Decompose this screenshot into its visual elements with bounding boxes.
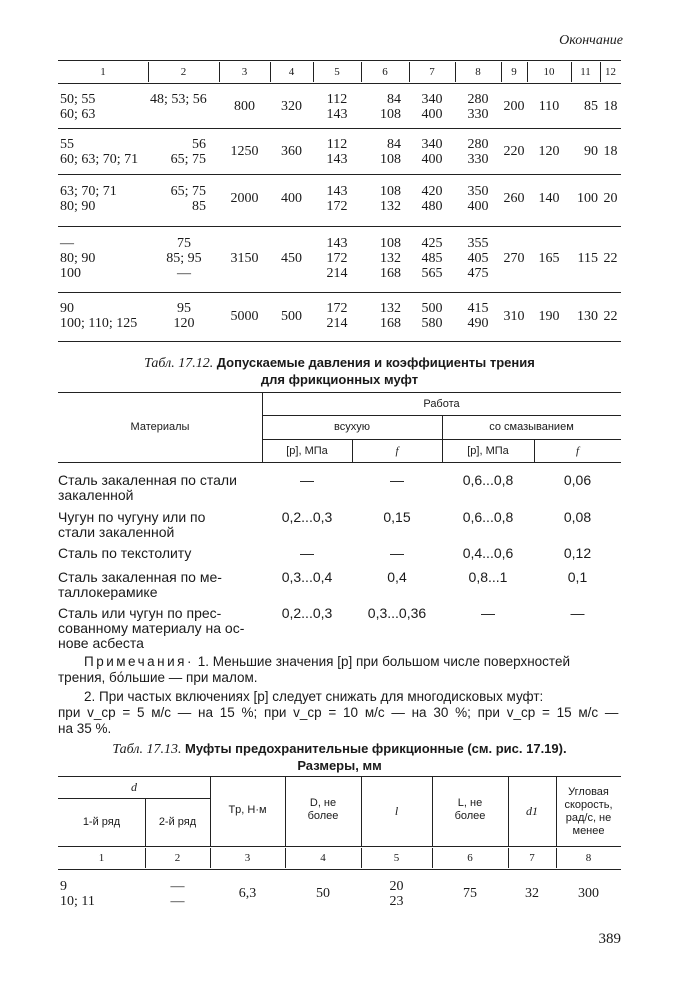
- cell-lub-p: —: [481, 605, 495, 621]
- cell-dry-f: 0,15: [383, 509, 411, 525]
- cell-dry-f: —: [390, 472, 404, 488]
- table1-header-col: 3: [241, 66, 248, 78]
- table2-header-rule: [58, 462, 621, 463]
- cell-col7: 420 480: [421, 184, 443, 214]
- table2-header-dry: всухую: [334, 421, 370, 433]
- cell-dry-p: 0,3...0,4: [281, 569, 333, 585]
- cell-col7: 425 485 565: [421, 236, 443, 281]
- cell-col12: 22: [603, 251, 618, 266]
- table3-header-d1: d1: [526, 804, 538, 818]
- note1: [58, 654, 621, 670]
- cell-col7: 340 400: [421, 92, 443, 122]
- cell-row1: 9 10; 11: [60, 879, 95, 909]
- table3-num: 5: [393, 852, 400, 864]
- cell-col10: 165: [538, 251, 560, 266]
- cell-col8: 415 490: [467, 301, 489, 331]
- note1-line1: 1. Меньшие значения [p] при большом числе поверхностей: [197, 654, 570, 669]
- table3-header-L: L, не более: [454, 797, 486, 822]
- note2-line2: при v_ср = 5 м/с — на 15 %; при v_ср = 10 м/с — на 30 %; при v_ср = 15 м/с —: [58, 705, 619, 720]
- table3-num: 6: [467, 852, 473, 864]
- note2-line3: на 35 %.: [58, 721, 112, 736]
- table3-num: 8: [585, 852, 592, 864]
- table1-header-col: 11: [580, 66, 591, 78]
- cell-col6: 132 168: [380, 301, 401, 331]
- table3-num: 4: [320, 852, 326, 864]
- cell-material: Сталь или чугун по прес- сованному материалу на ос- нове асбеста: [58, 605, 245, 651]
- cell-col5: 143 172 214: [326, 236, 348, 281]
- cell-col6: 108 132 168: [380, 236, 401, 281]
- table1-row-rule: [58, 128, 621, 129]
- note1-line2: трения, бо́льшие — при малом.: [58, 670, 258, 685]
- cell-D: 50: [316, 886, 330, 901]
- table2-header-materials: Материалы: [130, 421, 190, 433]
- table3-caption-title: Муфты предохранительные фрикционные (см. рис. 17.19).: [184, 741, 567, 756]
- table2-header-lubricated: со смазыванием: [489, 421, 574, 433]
- cell-col9: 310: [503, 309, 525, 324]
- cell-col12: 18: [603, 144, 618, 159]
- cell-lub-p: 0,8...1: [468, 569, 508, 585]
- cell-speed: 300: [578, 886, 599, 901]
- cell-col6: 108 132: [380, 184, 401, 214]
- cell-dry-f: 0,4: [387, 569, 407, 585]
- continuation-label: Окончание: [559, 33, 623, 48]
- table2-caption-prefix: Табл. 17.12.: [144, 356, 214, 371]
- cell-col12: 20: [603, 191, 618, 206]
- cell-col12: 18: [603, 99, 618, 114]
- table3-header-row2: 2-й ряд: [158, 816, 197, 828]
- cell-l: 20 23: [389, 879, 404, 909]
- cell-col12: 22: [603, 309, 618, 324]
- cell-torque: 5000: [230, 309, 259, 324]
- cell-torque: 1250: [230, 144, 259, 159]
- cell-torque: 800: [234, 99, 255, 114]
- cell-row2: — —: [170, 879, 185, 909]
- table2-header-lub-f: f: [575, 445, 580, 457]
- cell-col8: 280 330: [467, 137, 489, 167]
- cell-material: Сталь закаленная по стали закаленной: [58, 472, 237, 503]
- cell-col5: 112 143: [326, 137, 348, 167]
- cell-col9: 200: [503, 99, 525, 114]
- cell-col11: 85: [584, 99, 598, 114]
- table2-top-rule: [58, 392, 621, 393]
- table3-header-d: d: [131, 780, 137, 794]
- table3-header-l: l: [394, 804, 399, 818]
- cell-col9: 260: [503, 191, 525, 206]
- cell-torque: 2000: [230, 191, 259, 206]
- note2-line1: 2. При частых включениях [p] следует снижать для многодисковых муфт:: [84, 689, 544, 704]
- cell-dry-f: —: [390, 545, 404, 561]
- table3-num: 1: [98, 852, 105, 864]
- table3-top-rule: [58, 776, 621, 777]
- cell-col10: 190: [538, 309, 560, 324]
- table2-notes: [58, 654, 621, 737]
- cell-col7: 340 400: [421, 137, 443, 167]
- table3-header-row1: 1-й ряд: [82, 816, 121, 828]
- cell-dry-p: —: [300, 472, 314, 488]
- cell-lub-f: 0,06: [563, 472, 592, 488]
- cell-col7: 500 580: [421, 301, 443, 331]
- cell-lub-f: 0,1: [567, 569, 588, 585]
- cell-dry-f: 0,3...0,36: [367, 605, 427, 621]
- cell-col4: 500: [281, 309, 302, 324]
- table2-sub-rule: [262, 439, 621, 440]
- table1-row-rule: [58, 226, 621, 227]
- cell-col5: 112 143: [326, 92, 348, 122]
- table3-header-D: D, не более: [307, 797, 339, 822]
- table3-caption-title: Размеры, мм: [297, 758, 382, 773]
- page-number: 389: [598, 931, 621, 947]
- cell-col10: 120: [538, 144, 560, 159]
- cell-col11: 100: [577, 191, 598, 206]
- cell-shaft-d: 90 100; 110; 125: [60, 301, 138, 331]
- table1-header-col: 12: [605, 66, 616, 78]
- cell-lub-f: —: [570, 605, 585, 621]
- table3-header-speed: Угловая скорость, рад/с, не менее: [564, 786, 613, 837]
- cell-shaft-d2: 65; 75 85: [170, 184, 206, 214]
- table1-header-col: 6: [382, 66, 388, 78]
- cell-col11: 130: [577, 309, 598, 324]
- cell-torque: 6,3: [238, 886, 257, 901]
- table3-num: 7: [529, 852, 535, 864]
- cell-col8: 355 405 475: [467, 236, 489, 281]
- cell-shaft-d: — 80; 90 100: [60, 236, 96, 281]
- table3-header-rule: [58, 846, 621, 847]
- table3-num-rule: [58, 869, 621, 870]
- cell-dry-p: 0,2...0,3: [281, 509, 333, 525]
- cell-shaft-d2: 48; 53; 56: [150, 92, 207, 107]
- table1-row-rule: [58, 292, 621, 293]
- cell-col5: 172 214: [326, 301, 348, 331]
- table2-caption-title: для фрикционных муфт: [260, 372, 419, 387]
- cell-d1: 32: [525, 886, 539, 901]
- cell-shaft-d: 55 60; 63; 70; 71: [60, 137, 139, 167]
- table2-header-lub-p: [p], МПа: [467, 445, 509, 457]
- table1-header-col: 2: [180, 66, 187, 78]
- cell-col4: 450: [281, 251, 302, 266]
- cell-lub-f: 0,12: [563, 545, 592, 561]
- cell-dry-p: —: [300, 545, 314, 561]
- cell-col10: 140: [538, 191, 560, 206]
- cell-col4: 360: [281, 144, 302, 159]
- table1-header-col: 4: [288, 66, 295, 78]
- cell-col8: 280 330: [467, 92, 489, 122]
- table1-header-col: 5: [334, 66, 340, 78]
- table2-header-dry-p: [p], МПа: [286, 445, 328, 457]
- cell-col8: 350 400: [467, 184, 489, 214]
- table3-header-torque: Tр, Н·м: [228, 804, 267, 816]
- notes-title: Примечания·: [84, 654, 194, 669]
- table1-bottom-rule: [58, 341, 621, 342]
- table3-caption: [58, 741, 621, 775]
- table1-header-col: 7: [429, 66, 435, 78]
- table2-caption-title: Допускаемые давления и коэффициенты трения: [216, 355, 535, 370]
- cell-shaft-d: 63; 70; 71 80; 90: [60, 184, 117, 214]
- cell-dry-p: 0,2...0,3: [281, 605, 333, 621]
- table1-row-rule: [58, 174, 621, 175]
- cell-material: Чугун по чугуну или по стали закаленной: [58, 509, 206, 540]
- cell-col10: 110: [538, 99, 560, 114]
- cell-shaft-d: 50; 55 60; 63: [60, 92, 96, 122]
- table3-num: 3: [244, 852, 251, 864]
- table1-header-rule: [58, 83, 621, 84]
- cell-material: Сталь закаленная по ме- таллокерамике: [58, 569, 222, 600]
- table3-num: 2: [174, 852, 181, 864]
- cell-lub-p: 0,4...0,6: [462, 545, 514, 561]
- cell-col4: 320: [281, 99, 302, 114]
- table2-header-dry-f: f: [395, 445, 399, 457]
- table3-d-rule: [58, 798, 210, 799]
- cell-lub-f: 0,08: [563, 509, 592, 525]
- cell-col4: 400: [281, 191, 302, 206]
- cell-col11: 115: [577, 251, 598, 266]
- cell-shaft-d2: 56 65; 75: [170, 137, 206, 167]
- cell-col5: 143 172: [326, 184, 348, 214]
- table3-caption-prefix: Табл. 17.13.: [112, 742, 182, 757]
- cell-shaft-d2: 95 120: [173, 301, 195, 331]
- cell-material: Сталь по текстолиту: [58, 545, 192, 561]
- cell-lub-p: 0,6...0,8: [462, 509, 514, 525]
- cell-lub-p: 0,6...0,8: [462, 472, 514, 488]
- table1-header-col: 1: [100, 66, 106, 78]
- cell-col9: 220: [503, 144, 525, 159]
- cell-col6: 84 108: [380, 137, 401, 167]
- cell-col6: 84 108: [380, 92, 401, 122]
- cell-col9: 270: [503, 251, 525, 266]
- cell-L: 75: [463, 886, 477, 901]
- cell-col11: 90: [584, 144, 598, 159]
- table1-header-col: 9: [511, 66, 517, 78]
- table1-top-rule: [58, 60, 621, 61]
- table2-header-work: Работа: [423, 398, 460, 410]
- cell-shaft-d2: 75 85; 95 —: [166, 236, 202, 281]
- table1-header-col: 8: [475, 66, 481, 78]
- cell-torque: 3150: [230, 251, 259, 266]
- table1-header-col: 10: [543, 66, 555, 78]
- table2-caption: [58, 355, 621, 389]
